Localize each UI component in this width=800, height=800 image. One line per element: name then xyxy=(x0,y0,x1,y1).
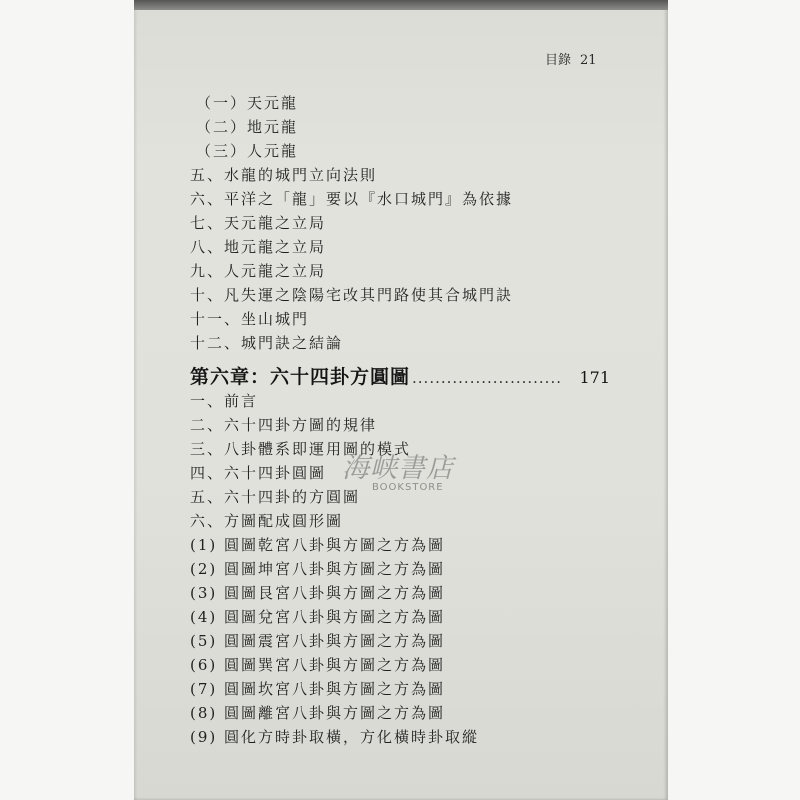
toc-entry: 五、六十四卦的方圓圖 xyxy=(190,488,361,506)
page-top-shadow xyxy=(134,0,668,10)
toc-subentry: (9) 圓化方時卦取橫，方化橫時卦取縱 xyxy=(190,728,480,746)
toc-entry: 八、地元龍之立局 xyxy=(190,238,327,256)
running-head-page-number: 21 xyxy=(580,53,597,68)
toc-subentry: (1) 圓圖乾宮八卦與方圖之方為圖 xyxy=(190,536,446,554)
watermark-english-text: BOOKSTORE xyxy=(372,482,444,493)
toc-entry: 九、人元龍之立局 xyxy=(190,262,327,280)
watermark-chinese-text: 海峡書店 xyxy=(342,453,454,484)
toc-entry: 十、凡失運之陰陽宅改其門路使其合城門訣 xyxy=(190,286,514,304)
running-head xyxy=(545,49,597,68)
toc-entry: 五、水龍的城門立向法則 xyxy=(190,166,378,184)
toc-entry: （三）人元龍 xyxy=(196,142,299,160)
toc-entry: 四、六十四卦圓圖 xyxy=(190,464,327,482)
running-head-section: 目錄 xyxy=(545,53,572,68)
chapter-dot-leader: .......................... xyxy=(412,369,562,387)
toc-entry: （一）天元龍 xyxy=(196,94,299,112)
toc-subentry: (6) 圓圖巽宮八卦與方圖之方為圖 xyxy=(190,656,446,674)
bookstore-watermark xyxy=(330,446,460,502)
toc-entry: 十一、坐山城門 xyxy=(190,310,310,328)
toc-entry: 二、六十四卦方圖的規律 xyxy=(190,416,378,434)
toc-subentry: (5) 圓圖震宮八卦與方圖之方為圖 xyxy=(190,632,446,650)
toc-entry: 七、天元龍之立局 xyxy=(190,214,327,232)
toc-subentry: (8) 圓圖離宮八卦與方圖之方為圖 xyxy=(190,704,446,722)
toc-entry: 六、平洋之「龍」要以『水口城門』為依據 xyxy=(190,190,514,208)
toc-entry: 一、前言 xyxy=(190,392,259,410)
toc-entry: 十二、城門訣之結論 xyxy=(190,334,344,352)
toc-entry: （二）地元龍 xyxy=(196,118,299,136)
toc-entry: 六、方圖配成圓形圖 xyxy=(190,512,344,530)
chapter-title: 第六章：六十四卦方圓圖 xyxy=(190,366,411,388)
toc-subentry: (3) 圓圖艮宮八卦與方圖之方為圖 xyxy=(190,584,446,602)
chapter-heading xyxy=(190,362,610,389)
toc-subentry: (4) 圓圖兌宮八卦與方圖之方為圖 xyxy=(190,608,446,626)
chapter-page-number: 171 xyxy=(579,368,610,387)
toc-subentry: (7) 圓圖坎宮八卦與方圖之方為圖 xyxy=(190,680,446,698)
toc-subentry: (2) 圓圖坤宮八卦與方圖之方為圖 xyxy=(190,560,446,578)
toc-entry: 三、八卦體系即運用圖的模式 xyxy=(190,440,412,458)
